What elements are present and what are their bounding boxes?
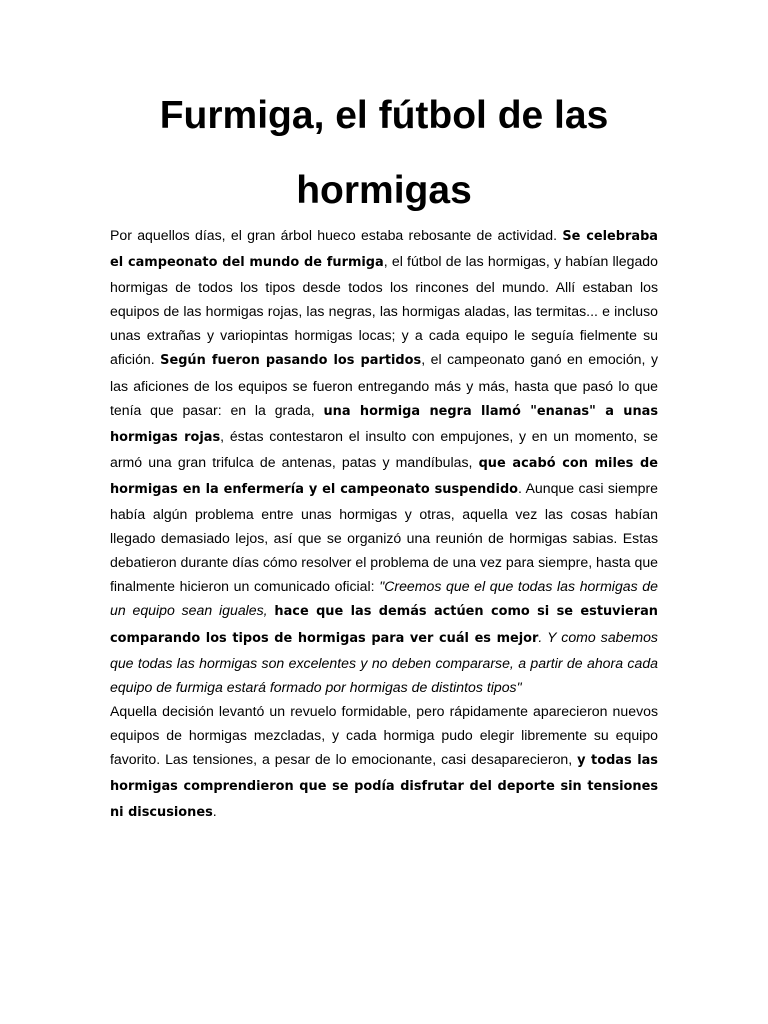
document-body [110,223,658,825]
paragraph-1-text-2: , el fútbol de las hormigas, y habían llegado hormigas de todos los tipos desde todos los rincones del mundo. Allí estaban los equipos de las hormigas rojas, las negras, las hormigas aladas, las termitas... e incluso unas extrañas y variopintas hormigas locas; y a cada equipo le seguía fielmente su afición. [110,253,658,368]
paragraph-2-bold-1: y todas las hormigas comprendieron que se podía disfrutar del deporte sin tensiones ni discusiones [110,752,658,821]
paragraph-1-bold-2: Según fueron pasando los partidos [160,353,422,369]
paragraph-1-italic-2: . Y como sabemos que todas las hormigas son excelentes y no deben compararse, a partir de ahora cada equipo de furmiga estará formado por hormigas de distintos tipos" [110,628,658,695]
paragraph-1-text-4: , éstas contestaron el insulto con empujones, y en un momento, se armó una gran trifulca de antenas, patas y mandíbulas, [110,427,658,470]
paragraph-1-bold-italic-1: hace que las demás actúen como si se estuvieran comparando los tipos de hormigas para ver cuál es mejor [110,604,658,646]
paragraph-1 [110,223,658,699]
paragraph-1-bold-4: que acabó con miles de hormigas en la enfermería y el campeonato suspendido [110,455,658,497]
paragraph-1-text-3: , el campeonato ganó en emoción, y las aficiones de los equipos se fueron entregando más y más, hasta que pasó lo que tenía que pasar: en la grada, [110,351,658,418]
paragraph-1-text-1: Por aquellos días, el gran árbol hueco estaba rebosante de actividad. [110,227,563,243]
paragraph-1-bold-3: una hormiga negra llamó "enanas" a unas hormigas rojas [110,403,658,445]
paragraph-1-italic-1: "Creemos que el que todas las hormigas de un equipo sean iguales, [110,578,658,619]
document-title: Furmiga, el fútbol de las hormigas [159,94,609,212]
paragraph-1-bold-1: Se celebraba el campeonato del mundo de furmiga [110,229,658,271]
paragraph-2 [110,699,658,825]
paragraph-1-text-5: . Aunque casi siempre había algún problema entre unas hormigas y otras, aquella vez las cosas habían llegado demasiado lejos, así que se organizó una reunión de hormigas sabias. Estas debatieron durante días cómo resolver el problema de una vez para siempre, hasta que finalmente hicieron un comunicado oficial: [110,479,658,595]
paragraph-2-text-1: Aquella decisión levantó un revuelo formidable, pero rápidamente aparecieron nuevos equipos de hormigas mezcladas, y cada hormiga pudo elegir libremente su equipo favorito. Las tensiones, a pesar de lo emocionante, casi desaparecieron, [110,702,658,767]
paragraph-2-text-2: . [212,803,217,820]
